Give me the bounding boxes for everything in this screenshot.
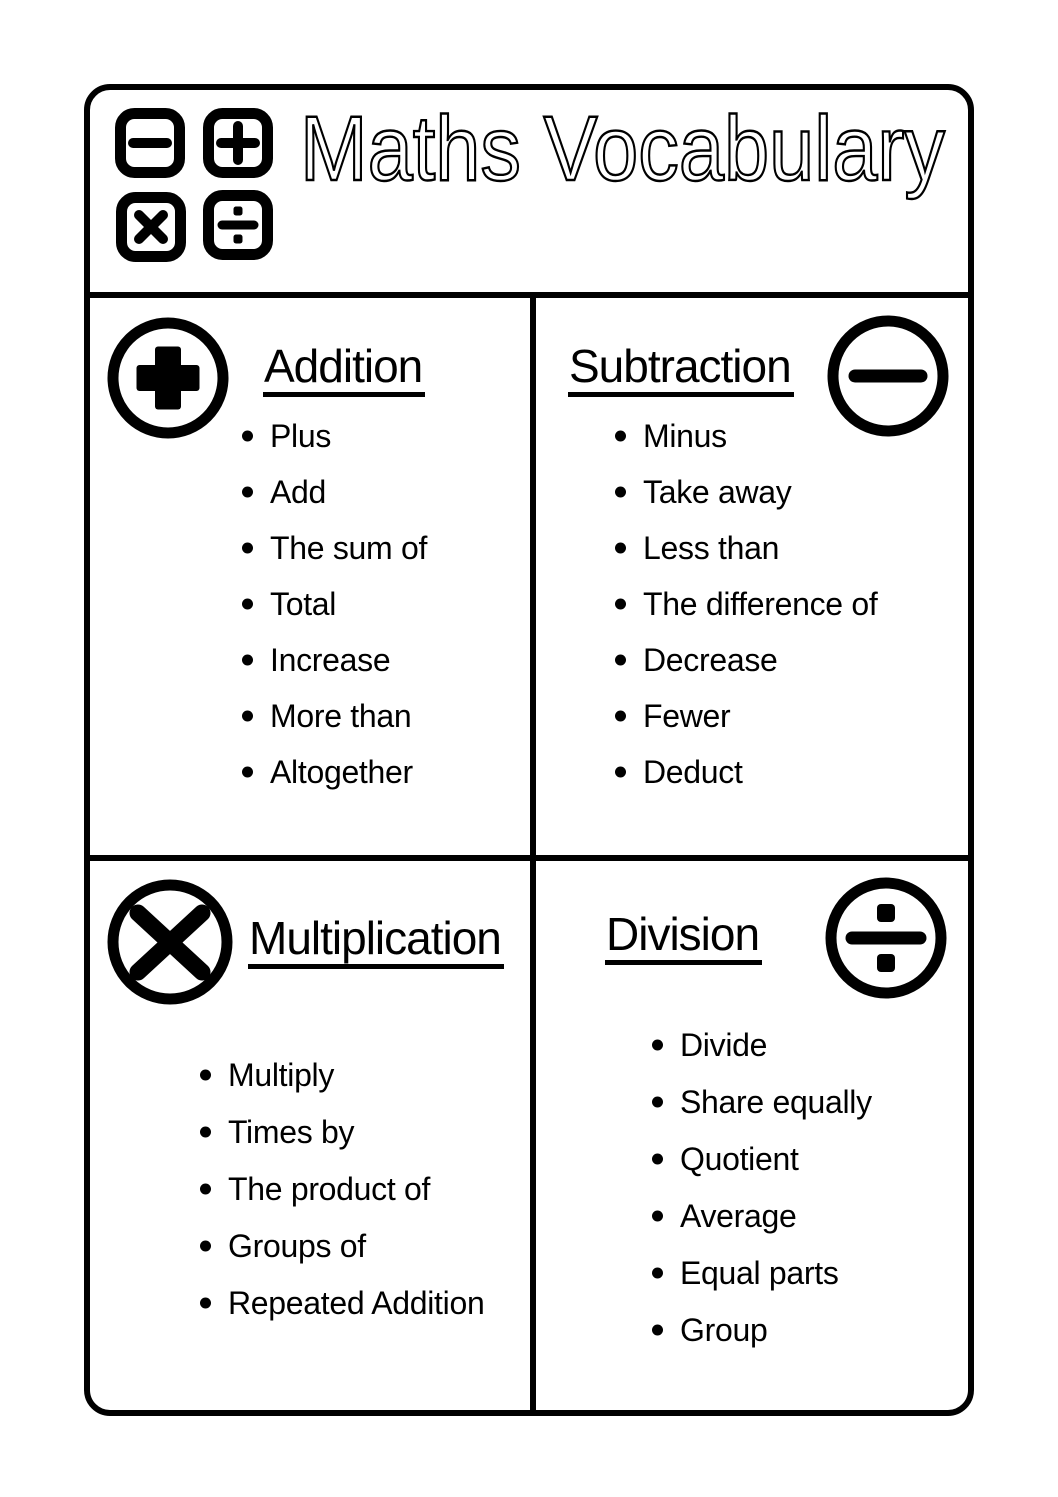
vocab-term: The difference of xyxy=(613,587,877,621)
vocab-term: Deduct xyxy=(613,755,877,789)
vocab-term: Fewer xyxy=(613,699,877,733)
vocab-term: Decrease xyxy=(613,643,877,677)
vocab-term: Share equally xyxy=(650,1085,872,1119)
section-subtraction xyxy=(536,298,968,855)
vocab-term: Add xyxy=(240,475,427,509)
svg-text:Maths Vocabulary: Maths Vocabulary xyxy=(300,100,945,200)
vocab-term: Take away xyxy=(613,475,877,509)
vocab-term: The product of xyxy=(198,1172,484,1206)
divide-square-icon xyxy=(203,190,273,260)
vocab-term: Altogether xyxy=(240,755,427,789)
vocab-term: Group xyxy=(650,1313,872,1347)
page-title xyxy=(295,100,965,275)
operator-icon-grid xyxy=(115,108,275,264)
vocab-list-division xyxy=(650,1028,872,1370)
plus-circle-icon xyxy=(105,315,231,441)
section-title-multiplication: Multiplication xyxy=(248,912,504,969)
section-multiplication xyxy=(90,861,530,1410)
section-division xyxy=(536,861,968,1410)
vocab-term: Plus xyxy=(240,419,427,453)
section-title-division: Division xyxy=(605,908,762,965)
vocab-term: Times by xyxy=(198,1115,484,1149)
worksheet-card xyxy=(84,84,974,1416)
section-title-subtraction: Subtraction xyxy=(568,340,794,397)
vocab-term: Equal parts xyxy=(650,1256,872,1290)
vocab-term: The sum of xyxy=(240,531,427,565)
vocab-term: Less than xyxy=(613,531,877,565)
header xyxy=(90,90,968,298)
minus-square-icon xyxy=(115,108,185,178)
section-title-addition: Addition xyxy=(263,340,425,397)
vocab-term: Groups of xyxy=(198,1229,484,1263)
vocab-term: Multiply xyxy=(198,1058,484,1092)
divide-circle-icon xyxy=(823,875,949,1001)
section-addition xyxy=(90,298,530,855)
vocab-term: Total xyxy=(240,587,427,621)
vocab-term: Repeated Addition xyxy=(198,1286,484,1320)
plus-square-icon xyxy=(203,108,273,178)
vocab-term: Minus xyxy=(613,419,877,453)
vocab-term: Average xyxy=(650,1199,872,1233)
vocab-term: Divide xyxy=(650,1028,872,1062)
multiply-square-icon xyxy=(116,192,186,262)
multiply-circle-icon xyxy=(105,877,235,1007)
vocab-list-addition xyxy=(240,419,427,811)
vocab-list-subtraction xyxy=(613,419,877,811)
vocab-term: Quotient xyxy=(650,1142,872,1176)
vocab-term: Increase xyxy=(240,643,427,677)
vocab-list-multiplication xyxy=(198,1058,484,1343)
vocab-term: More than xyxy=(240,699,427,733)
